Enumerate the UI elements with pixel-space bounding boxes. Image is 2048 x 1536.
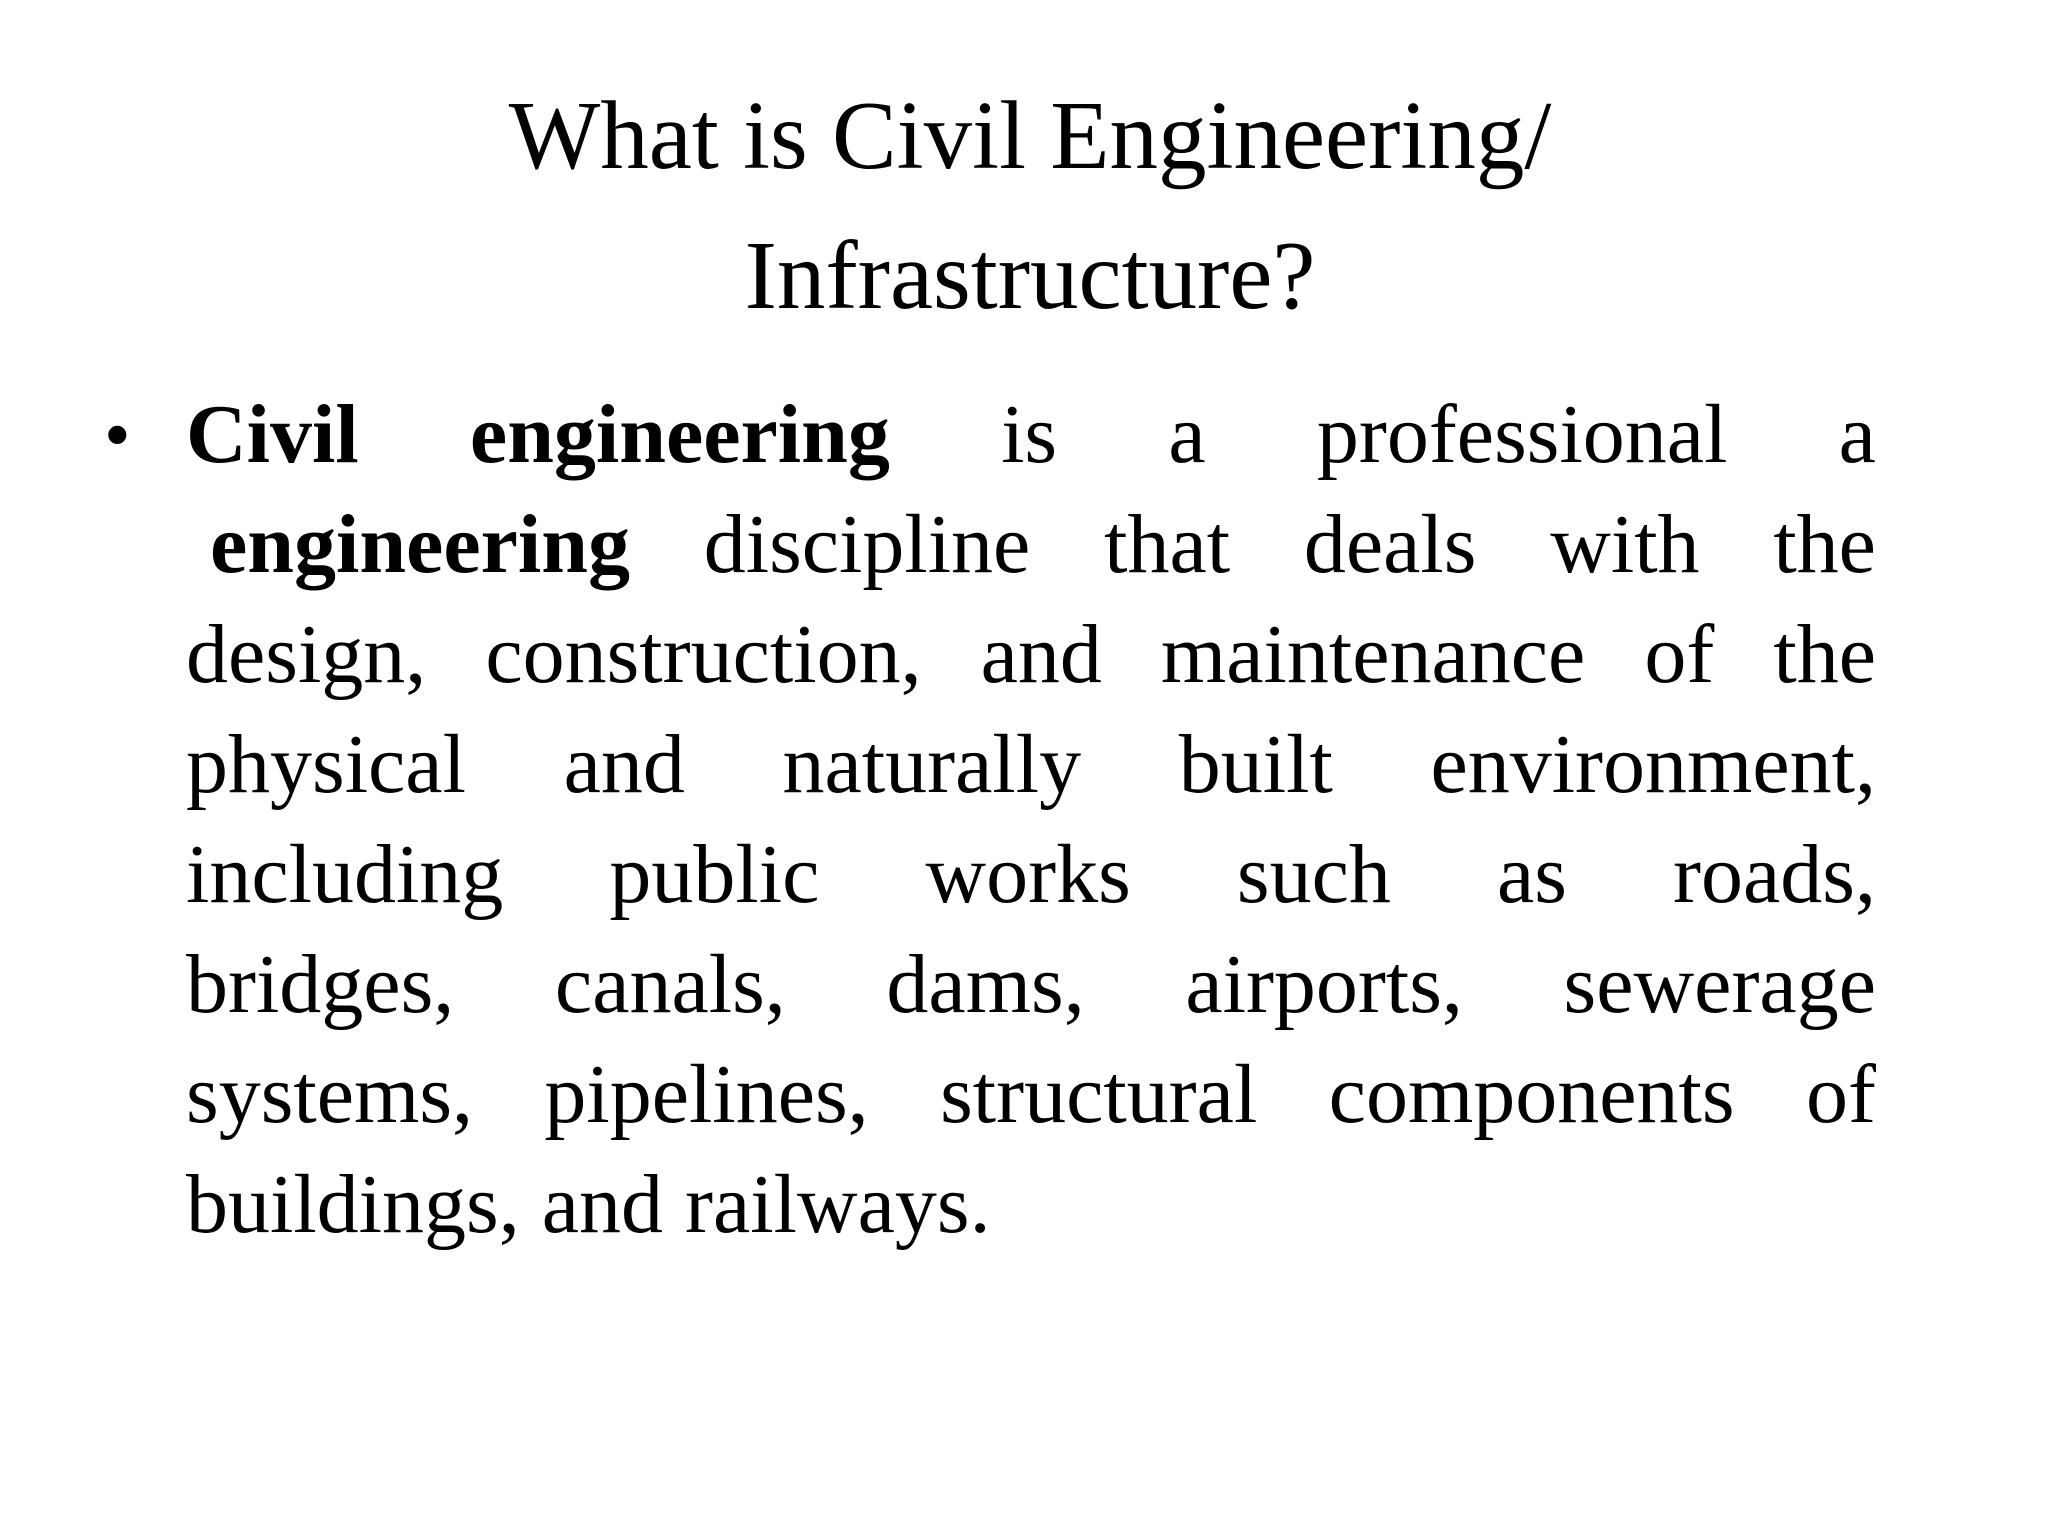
body-word: of <box>1805 1048 1876 1141</box>
body-word: including <box>186 828 504 921</box>
body-word: structural <box>940 1048 1258 1141</box>
body-line-1 <box>186 380 1876 490</box>
body-line-4 <box>186 710 1876 820</box>
body-word: environment, <box>1430 718 1876 811</box>
body-word: roads, <box>1673 828 1876 921</box>
body-word: the <box>1773 498 1876 591</box>
body-word: construction, <box>485 608 922 701</box>
slide-title-line-1: What is Civil Engineering/ <box>508 82 1552 189</box>
body-word: with <box>1550 498 1700 591</box>
body-word: discipline <box>703 498 1031 591</box>
body-line-3 <box>186 600 1876 710</box>
body-word: physical <box>186 718 466 811</box>
body-word: pipelines, <box>544 1048 869 1141</box>
body-word: engineering <box>469 388 890 481</box>
body-word: the <box>1773 608 1876 701</box>
body-word: bridges, <box>186 938 455 1031</box>
body-word: works <box>925 828 1131 921</box>
body-word: professional <box>1316 388 1728 481</box>
body-word: canals, <box>554 938 786 1031</box>
body-word: naturally <box>782 718 1082 811</box>
body-word: and <box>563 718 685 811</box>
slide-title-line-2: Infrastructure? <box>744 222 1316 329</box>
bullet-icon: • <box>104 393 131 477</box>
body-word: dams, <box>886 938 1085 1031</box>
body-word: of <box>1644 608 1715 701</box>
body-word: sewerage <box>1563 938 1876 1031</box>
body-word: maintenance <box>1160 608 1586 701</box>
body-word: a <box>1168 388 1206 481</box>
body-word: public <box>609 828 820 921</box>
body-word: that <box>1104 498 1231 591</box>
body-word: design, <box>186 608 427 701</box>
body-word: as <box>1496 828 1567 921</box>
body-line-8 <box>186 1150 1876 1260</box>
body-word: engineering <box>210 498 630 591</box>
body-line-6 <box>186 930 1876 1040</box>
body-word: components <box>1328 1048 1735 1141</box>
body-word: built <box>1178 718 1333 811</box>
body-word: is <box>1001 388 1058 481</box>
body-word: a <box>1838 388 1876 481</box>
body-word: Civil <box>186 388 359 481</box>
body-line-7 <box>186 1040 1876 1150</box>
body-line-2 <box>186 490 1876 600</box>
body-word: and <box>980 608 1102 701</box>
body-word: and <box>541 1158 663 1251</box>
body-word: such <box>1236 828 1391 921</box>
body-word: buildings, <box>186 1158 520 1251</box>
body-word: systems, <box>186 1048 474 1141</box>
body-line-5 <box>186 820 1876 930</box>
body-word: airports, <box>1185 938 1463 1031</box>
body-word: deals <box>1303 498 1477 591</box>
body-word: railways. <box>685 1158 991 1251</box>
